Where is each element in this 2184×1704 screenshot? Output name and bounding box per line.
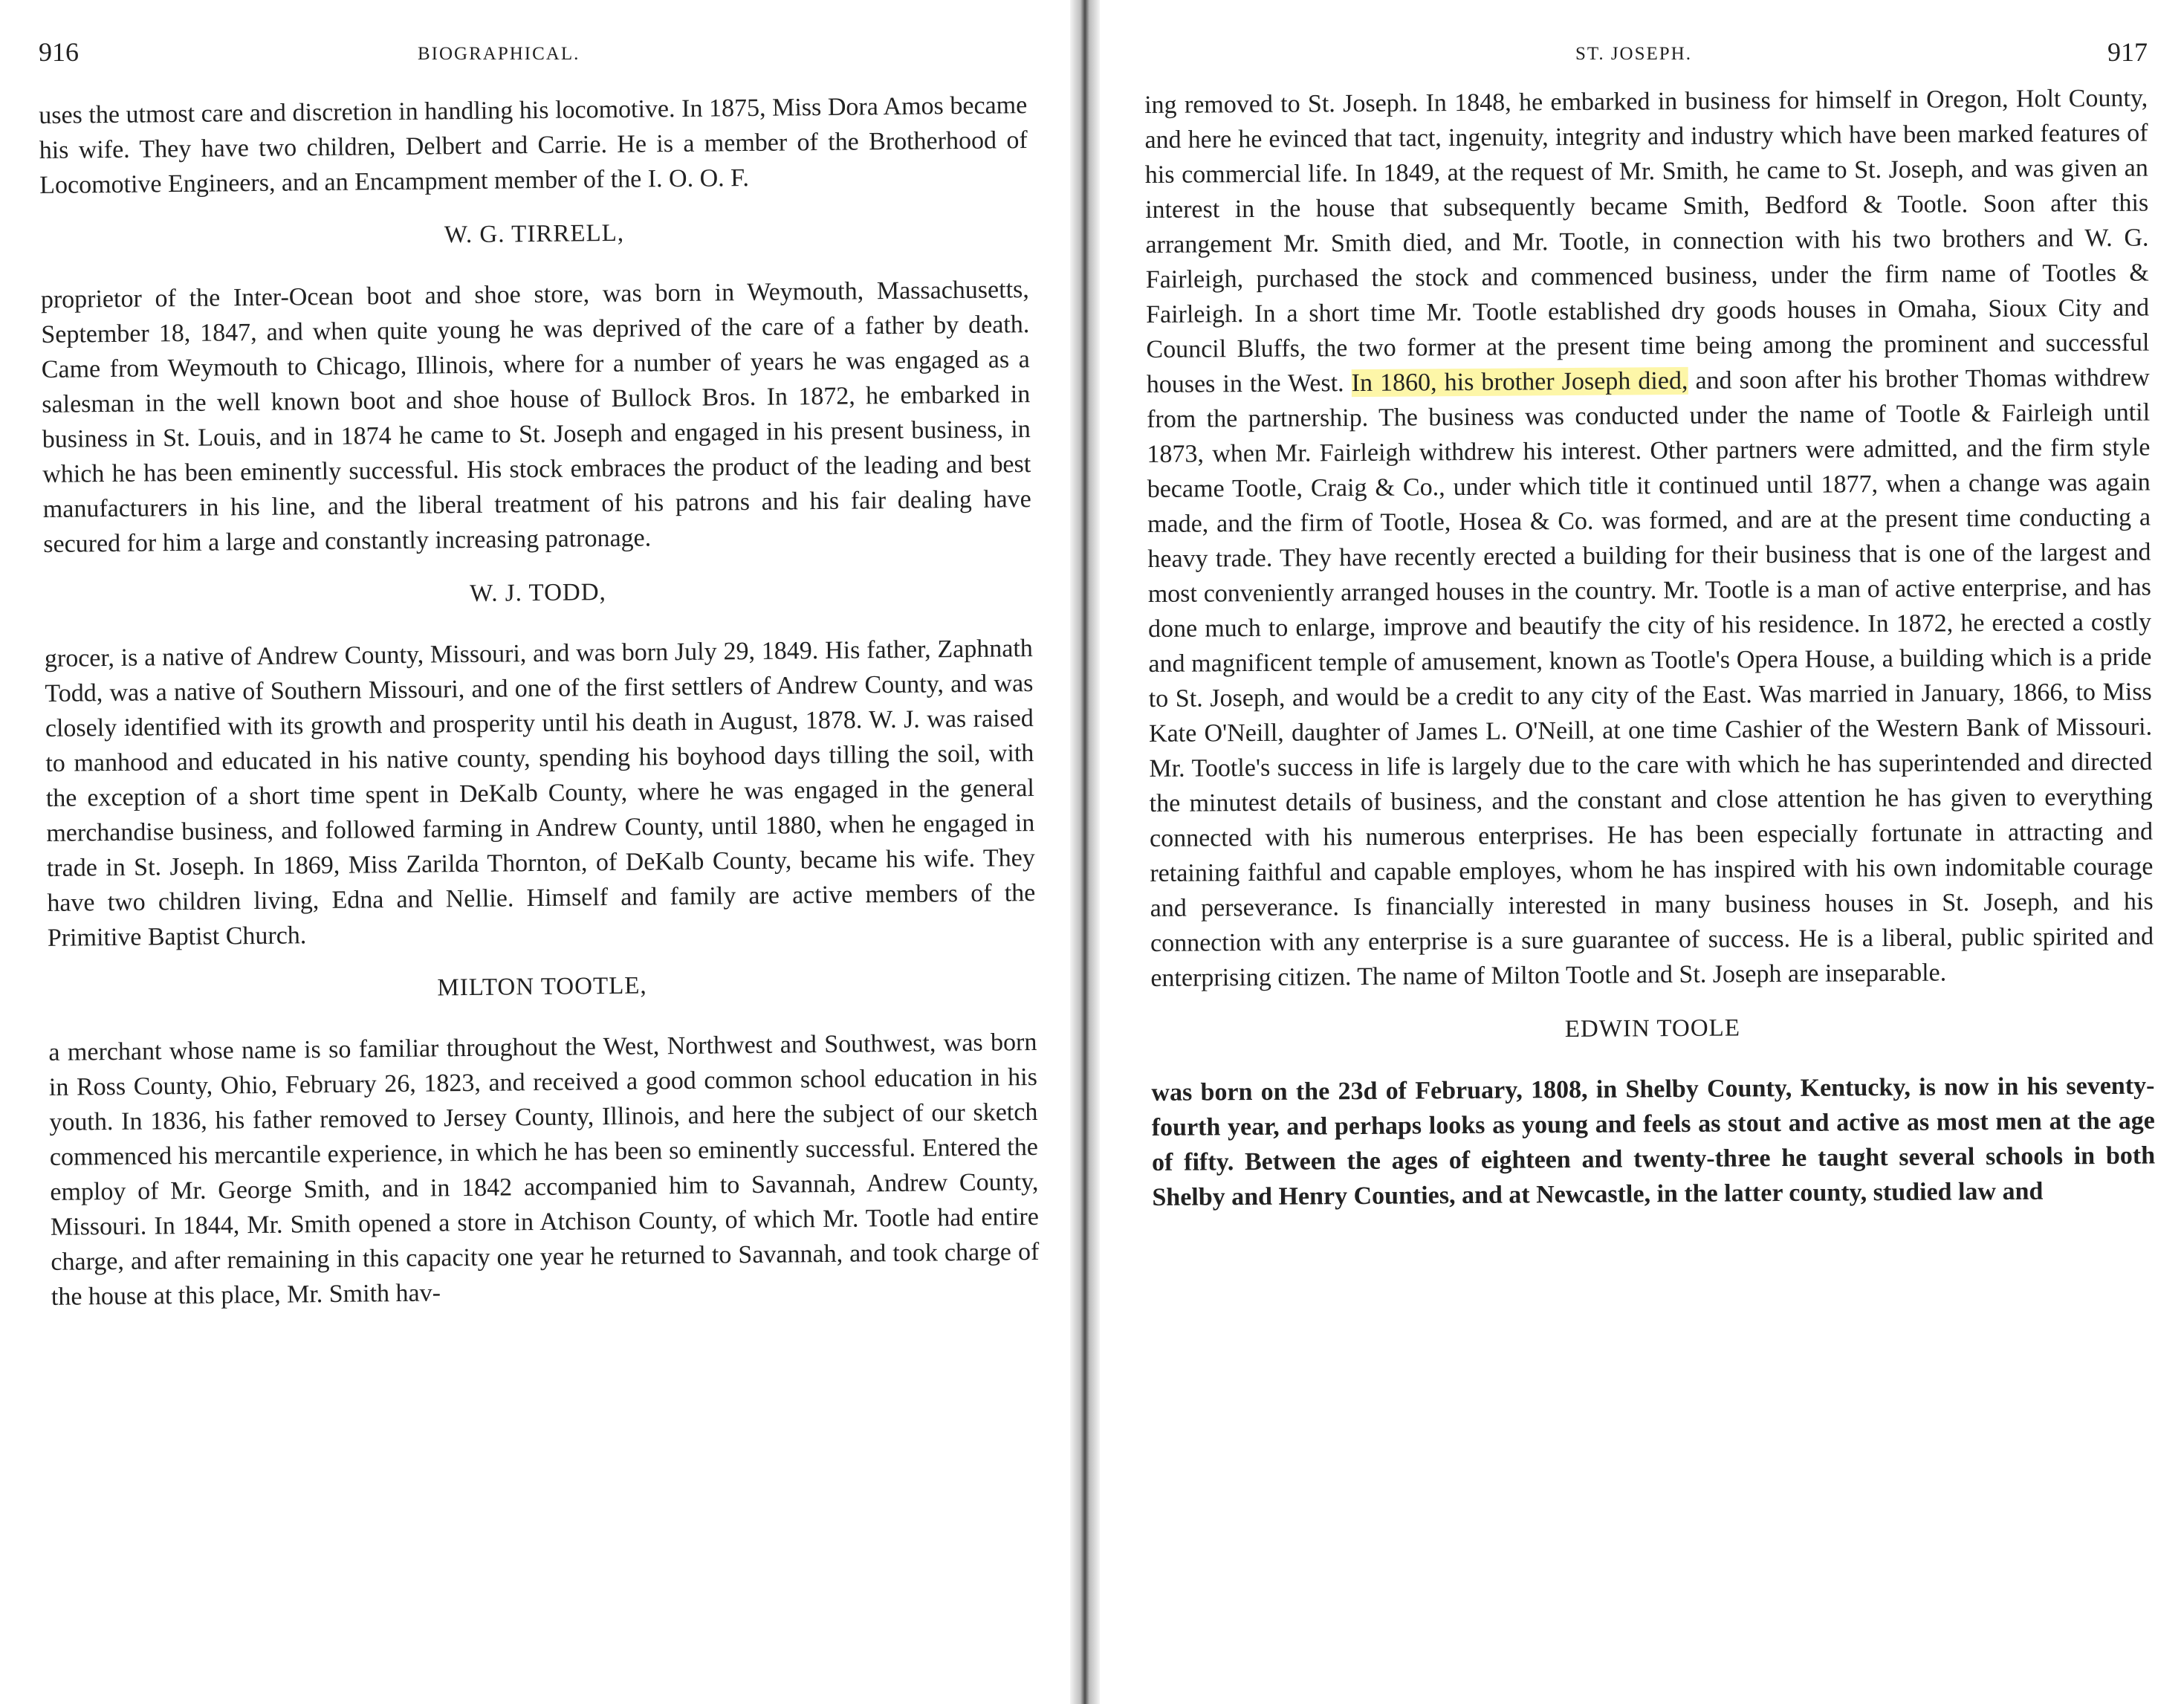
entry-heading-todd: W. J. TODD, [469,579,607,607]
page-number-right: 917 [2107,37,2148,67]
right-page [1100,0,2184,1704]
entry-text-edwin-toole: was born on the 23d of February, 1808, in Shelby County, Kentucky, is now in his seventy-fourth year, and perhaps looks as young and feels as stout and active as most men at the age of fifty. Between the ages of eighteen and twenty-three he taught several schools in both Shelby and Henry Counties, and at Newcastle, in the latter county, studied law and [1151,1072,2156,1211]
entry-text-tirrell: proprietor of the Inter-Ocean boot and shoe store, was born in Weymouth, Massachusetts, September 18, 1847, and when quite young he was deprived of the care of a father by death. Came from Weymouth to Chicago, Illinois, where for a number of years he was engaged as a salesman in the well known boot and shoe house of Bullock Bros. In 1872, he embarked in business in St. Louis, and in 1874 he came to St. Joseph and engaged in his present business, in which he has been eminently successful. His stock embraces the product of the leading and best manufacturers in his line, and the liberal treatment of his patrons and his fair dealing have secured for him a large and constantly increasing patronage. [40,276,1031,558]
entry-heading-edwin-toole: EDWIN TOOLE [1564,1014,1741,1043]
running-head-title-right: ST. JOSEPH. [1575,44,1692,64]
text-after-highlight: and soon after his brother Thomas withdrew from the partnership. The business was conducted under the name of Tootle & Fairleigh until 1873, when Mr. Fairleigh withdrew his interest. Other partners were admitted, and the firm style became Tootle, Craig & Co., under which title it continued until 1877, when a change was again made, and the firm of Tootle, Hosea & Co. was formed, and are at the present time conducting a heavy trade. They have recently erected a building for their business that is one of the largest and most conveniently arranged houses in the country. Mr. Tootle is a man of active enterprise, and has done much to enlarge, improve and beautify the city of his residence. In 1872, he erected a costly and magnificent temple of amusement, known as Tootle's Opera House, a building which is a pride to St. Joseph, and would be a credit to any city of the East. Was married in January, 1866, to Miss Kate O'Neill, daughter of James L. O'Neill, at one time Cashier of the Western Bank of Missouri. Mr. Tootle's success in life is largely due to the care with which he has superintended and directed the minutest details of business, and the constant and close attention he has given to everything connected with his numerous enterprises. He has been especially fortunate in attracting and retaining faithful and capable employes, whom he has inspired with his own indomitable courage and perseverance. Is financially interested in many business houses in St. Joseph, and his connection with any enterprise is a sure guarantee of success. He is a liberal, public spirited and enterprising citizen. The name of Milton Tootle and St. Joseph are inseparable. [1146,363,2154,992]
page-number-left: 916 [39,37,79,67]
left-body-text [39,88,1040,1315]
left-page [0,0,1070,1704]
continued-paragraph: uses the utmost care and discretion in handling his locomotive. In 1875, Miss Dora Amos became his wife. They have two children, Delbert and Carrie. He is a member of the Brotherhood of Locomotive Engineers, and an Encampment member of the I. O. O. F. [39,91,1028,199]
entry-heading-tirrell: W. G. TIRRELL, [444,219,625,249]
right-body-text [1144,81,2156,1215]
highlighted-text: In 1860, his brother Joseph died, [1351,366,1688,398]
entry-text-milton-tootle: a merchant whose name is so familiar throughout the West, Northwest and Southwest, was born in Ross County, Ohio, February 26, 1823, and received a good common school education in his youth. In 1836, his father removed to Jersey County, Illinois, and here the subject of our sketch commenced his mercantile experience, in which he has been so eminently successful. Entered the employ of Mr. George Smith, and in 1842 accompanied him to Savannah, Andrew County, Missouri. In 1844, Mr. Smith opened a store in Atchison County, of which Mr. Tootle had entire charge, and after remaining in this capacity one year he returned to Savannah, and took charge of the house at this place, Mr. Smith hav- [48,1028,1040,1311]
entry-heading-milton-tootle: MILTON TOOTLE, [437,972,647,1002]
running-head-title-left: BIOGRAPHICAL. [418,44,580,64]
milton-tootle-continuation [1144,81,2154,996]
text-before-highlight: ing removed to St. Joseph. In 1848, he embarked in business for himself in Oregon, Holt County, and here he evinced that tact, ingenuity, integrity and industry which have been marked features of his commercial life. In 1849, at the request of Mr. Smith, he came to St. Joseph, and was given an interest in the house that subsequently became Smith, Bedford & Tootle. Soon after this arrangement Mr. Smith died, and Mr. Tootle, in connection with his two brothers and W. G. Fairleigh, purchased the stock and commenced business, under the firm name of Tootles & Fairleigh. In a short time Mr. Tootle established dry goods houses in Omaha, Sioux City and Council Bluffs, the two former at the present time being among the prominent and successful houses in the West. [1144,84,2150,398]
right-running-head [1137,30,2148,82]
book-gutter [1070,0,1100,1704]
left-running-head [39,30,1027,82]
entry-text-todd: grocer, is a native of Andrew County, Missouri, and was born July 29, 1849. His father, Zaphnath Todd, was a native of Southern Missouri, and one of the first settlers of Andrew County, and was closely identified with its growth and prosperity until his death in August, 1878. W. J. was raised to manhood and educated in his native county, spending his boyhood days tilling the soil, with the exception of a short time spent in DeKalb County, where he was engaged in the general merchandise business, and followed farming in Andrew County, until 1880, when he engaged in trade in St. Joseph. In 1869, Miss Zarilda Thornton, of DeKalb County, became his wife. They have two children living, Edna and Nellie. Himself and family are active members of the Primitive Baptist Church. [44,635,1036,952]
